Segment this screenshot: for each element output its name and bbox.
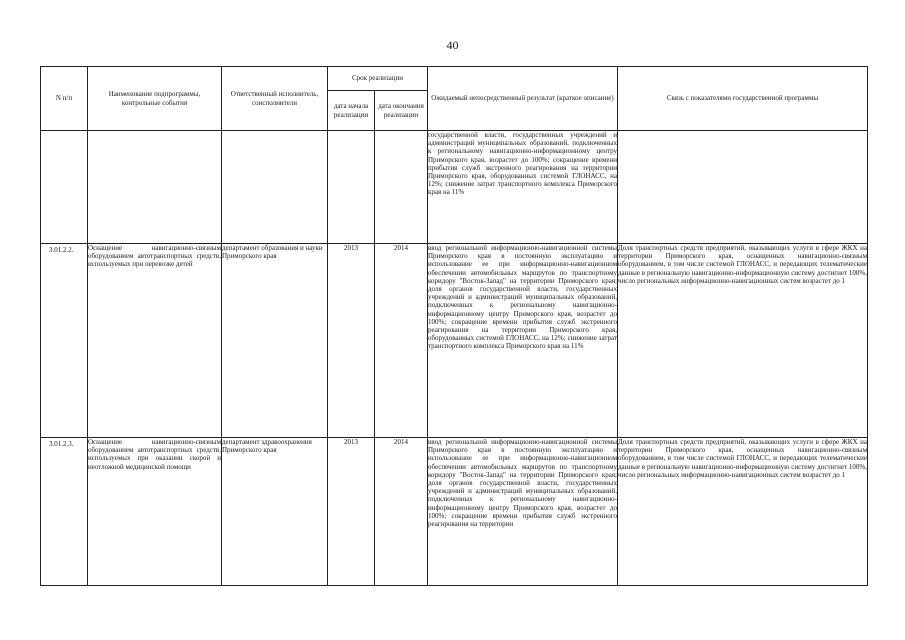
program-table (40, 66, 868, 586)
row-link: Доля транспортных средств предприятий, оказывающих услуги в сфере ЖКХ на территории Приморского края, оснащенных навигационно-связным оборудованием, в том числе системой ГЛОНАСС, и передающих телематические данные в региональную навигационно-информационную систему достигнет 100%, число региональных информационно-навигационных систем возрастет до 1 (618, 244, 868, 438)
table-row (41, 438, 868, 586)
row-responsible (222, 131, 328, 244)
row-name: Оснащение навигационно-связным оборудованием автотранспортных средств, используемых при перевозке детей (88, 244, 222, 438)
row-link: Доля транспортных средств предприятий, оказывающих услуги в сфере ЖКХ на территории Приморского края, оснащенных навигационно-связным оборудованием, в том числе системой ГЛОНАСС, и передающих телематические данные в региональную навигационно-информационную систему достигнет 100%, число региональных информационно-навигационных систем возрастет до 1 (618, 438, 868, 586)
header-name: Наименование подпрограммы, контрольные события (88, 67, 222, 131)
row-responsible: департамент образования и науки Приморского края (222, 244, 328, 438)
header-end-date: дата окончания реализации (375, 91, 428, 131)
row-link (618, 131, 868, 244)
row-end-date (375, 131, 428, 244)
header-start-date: дата начала реализации (328, 91, 375, 131)
row-number (41, 131, 88, 244)
header-term: Срок реализации (328, 67, 428, 91)
header-num: N п/п (41, 67, 88, 131)
page-number: 40 (446, 38, 459, 52)
row-number: 3.01.2.3. (41, 438, 88, 586)
row-number: 3.01.2.2. (41, 244, 88, 438)
row-end-date: 2014 (375, 244, 428, 438)
header-result: Ожидаемый непосредственный результат (краткое описание) (428, 67, 618, 131)
table-row (41, 244, 868, 438)
row-name (88, 131, 222, 244)
row-end-date: 2014 (375, 438, 428, 586)
row-result: ввод региональной информационно-навигационной системы Приморского края в постоянную эксплуатацию и использование ее при информационно-навигационном обеспечении автомобильных маршрутов по транспортному коридору "Восток-Запад" на территории Приморского края; доля органов государственной власти, государственных учреждений и администраций муниципальных образований, подключенных к региональному навигационно-информационному центру Приморского края, возрастет до 100%; сокращение времени прибытия служб экстренного реагирования на территории Приморского края, оборудованных системой ГЛОНАСС, на 12%; снижение затрат транспортного комплекса Приморского края на 11% (428, 244, 618, 438)
header-link: Связь с показателями государственной программы (618, 67, 868, 131)
row-result: ввод региональной информационно-навигационной системы Приморского края в постоянную эксплуатацию и использование ее при информационно-навигационном обеспечении автомобильных маршрутов по транспортному коридору "Восток-Запад" на территории Приморского края; доля органов государственной власти, государственных учреждений и администраций муниципальных образований, подключенных к региональному навигационно-информационному центру Приморского края, возрастет до 100%; сокращение времени прибытия служб экстренного реагирования на территории (428, 438, 618, 586)
row-responsible: департамент здравоохранения Приморского края (222, 438, 328, 586)
row-start-date: 2013 (328, 244, 375, 438)
header-responsible: Ответственный исполнитель, соисполнители (222, 67, 328, 131)
table-row (41, 131, 868, 244)
row-start-date (328, 131, 375, 244)
row-start-date: 2013 (328, 438, 375, 586)
row-name: Оснащение навигационно-связным оборудованием автотранспортных средств, используемых при оказании скорой и неотложной медицинской помощи (88, 438, 222, 586)
row-result: государственной власти, государственных учреждений и администраций муниципальных образований, подключенных к региональному навигационно-информационному центру Приморского края, возрастет до 100%; сокращение времени прибытия служб экстренного реагирования на территории Приморского края, оборудованных системой ГЛОНАСС, на 12%; снижение затрат транспортного комплекса Приморского края на 11% (428, 131, 618, 244)
